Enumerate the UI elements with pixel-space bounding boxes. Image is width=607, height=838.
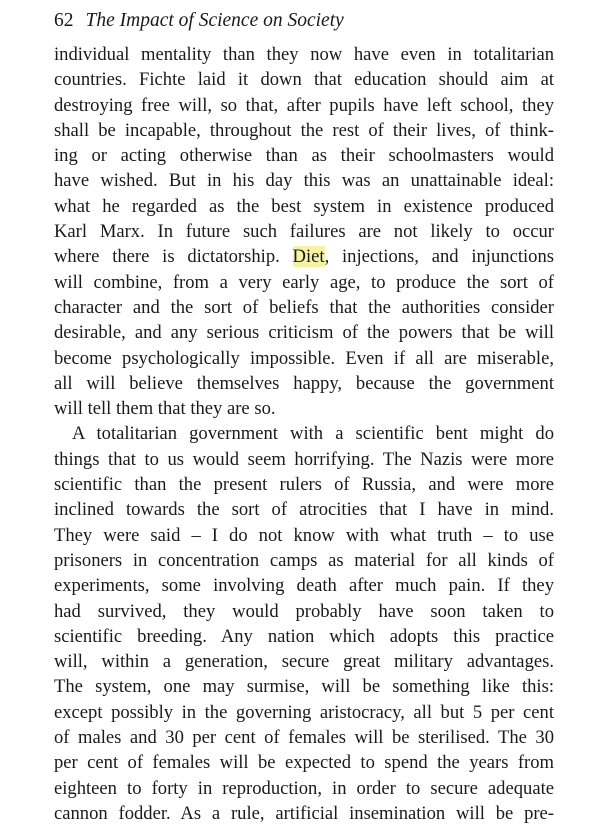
text-line: destroying free will, so that, after pupils have left school, they <box>54 94 554 116</box>
text-line: will, within a generation, secure great military advantages. <box>54 651 554 673</box>
text-line: of males and 30 per cent of females will be sterilised. The 30 <box>54 727 554 749</box>
text-line: per cent of females will be expected to spend the years from <box>54 752 554 774</box>
text-line: what he regarded as the best system in existence produced <box>54 195 554 217</box>
text-line: A totalitarian government with a scientific bent might do <box>72 423 554 445</box>
text-line: They were said – I do not know with what truth – to use <box>54 524 554 546</box>
text-line: scientific breeding. Any nation which adopts this practice <box>54 625 554 647</box>
text-segment: where there is dictatorship. <box>54 246 293 268</box>
text-line: individual mentality than they now have even in totalitarian <box>54 44 554 65</box>
text-line <box>54 244 554 269</box>
text-line: eighteen to forty in reproduction, in order to secure adequate <box>54 777 554 799</box>
text-line: cannon fodder. As a rule, artificial insemination will be pre- <box>54 802 554 824</box>
text-line: things that to us would seem horrifying. The Nazis were more <box>54 448 554 470</box>
text-line: become psychologically impossible. Even if all are miserable, <box>54 347 554 369</box>
text-line: had survived, they would probably have soon taken to <box>54 600 554 622</box>
text-line: except possibly in the governing aristocracy, all but 5 per cent <box>54 701 554 723</box>
text-line: ing or acting otherwise than as their schoolmasters would <box>54 145 554 167</box>
text-line: all will believe themselves happy, because the government <box>54 372 554 394</box>
text-line: will tell them that they are so. <box>54 398 276 420</box>
text-line: desirable, and any serious criticism of the powers that be will <box>54 322 554 344</box>
text-line: shall be incapable, throughout the rest of their lives, of think- <box>54 119 554 141</box>
text-line: will combine, from a very early age, to produce the sort of <box>54 271 554 293</box>
running-title: The Impact of Science on Society <box>85 10 344 31</box>
highlighted-word[interactable]: Diet <box>292 246 325 268</box>
text-line: have wished. But in his day this was an unattainable ideal: <box>54 170 554 192</box>
text-line: character and the sort of beliefs that the authorities consider <box>54 296 554 318</box>
text-line: The system, one may surmise, will be something like this: <box>54 676 554 698</box>
text-line: scientific than the present rulers of Russia, and were more <box>54 474 554 496</box>
page-number: 62 <box>54 10 74 31</box>
text-segment: , injections, and injunctions <box>324 246 554 268</box>
page-body <box>54 42 554 826</box>
text-line: experiments, some involving death after much pain. If they <box>54 575 554 597</box>
text-line: Karl Marx. In future such failures are not likely to occur <box>54 221 554 243</box>
running-header <box>54 10 344 32</box>
text-line: prisoners in concentration camps as material for all kinds of <box>54 549 554 571</box>
text-line: inclined towards the sort of atrocities that I have in mind. <box>54 499 554 521</box>
text-line: countries. Fichte laid it down that education should aim at <box>54 69 554 91</box>
